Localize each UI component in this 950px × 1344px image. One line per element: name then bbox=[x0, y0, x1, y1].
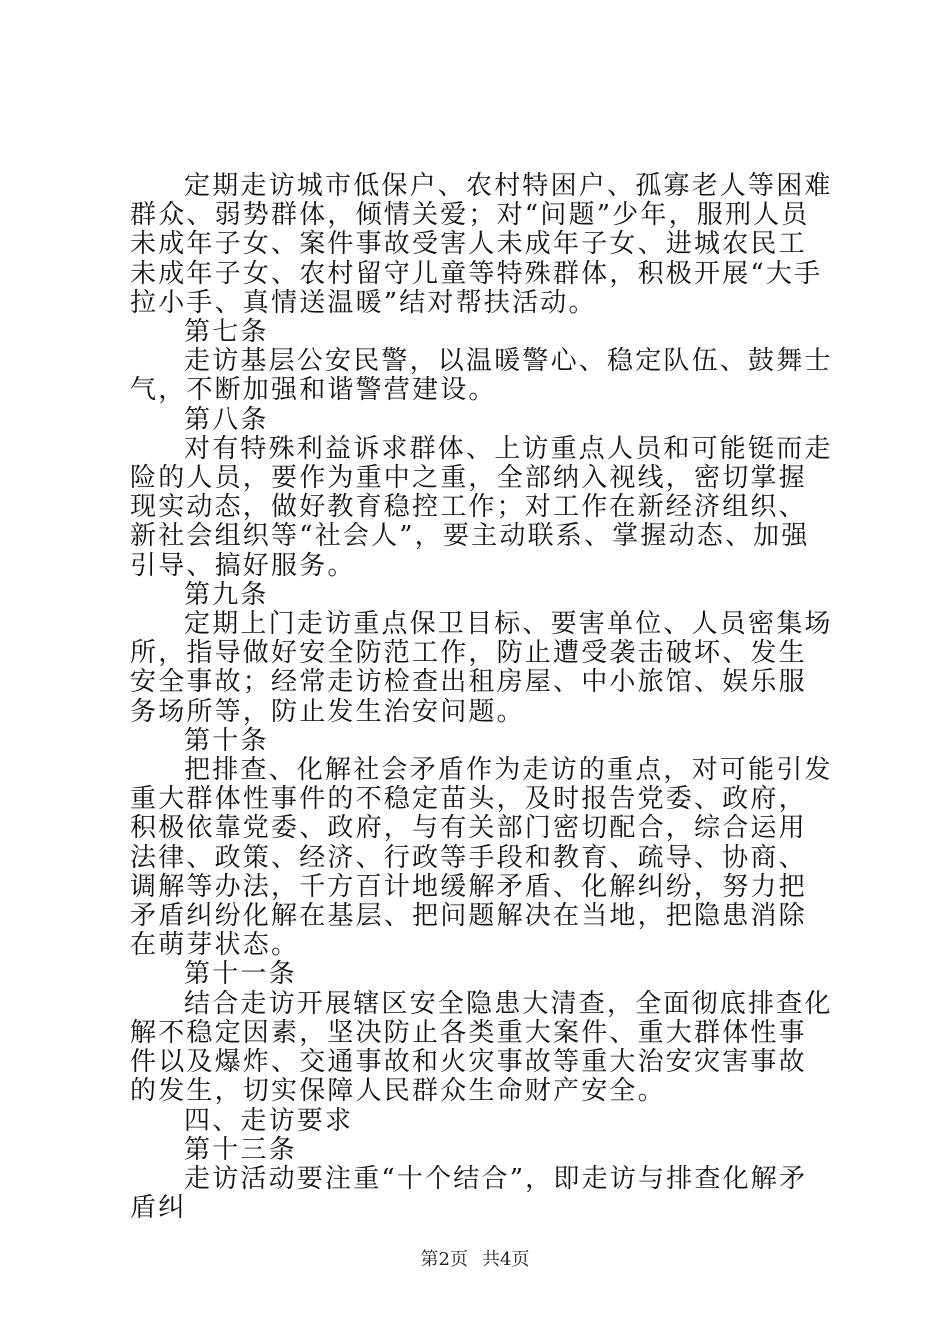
article-13-heading: 第十三条 bbox=[184, 1134, 297, 1165]
paragraph-1: 定期走访城市低保户、农村特困户、孤寡老人等困难群众、弱势群体，倾情关爱；对“问题”少年，服刑人员未成年子女、案件事故受害人未成年子女、进城农民工未成年子女、农村留守儿童等特殊群体，积极开展“大手拉小手、真情送温暖”结对帮扶活动。 bbox=[130, 171, 833, 318]
article-10-heading: 第十条 bbox=[184, 725, 269, 756]
article-8-heading: 第八条 bbox=[184, 404, 269, 435]
page-total: 共4页 bbox=[482, 1249, 530, 1270]
paragraph-article-8: 对有特殊利益诉求群体、上访重点人员和可能铤而走险的人员，要作为重中之重，全部纳入视线，密切掌握现实动态，做好教育稳控工作；对工作在新经济组织、新社会组织等“社会人”，要主动联系、掌握动态、加强引导、搞好服务。 bbox=[130, 433, 833, 581]
paragraph-article-13: 走访活动要注重“十个结合”，即走访与排查化解矛盾纠 bbox=[130, 1163, 808, 1224]
page-number: 第2页 bbox=[420, 1249, 468, 1270]
article-11-heading: 第十一条 bbox=[184, 959, 297, 990]
paragraph-article-9: 定期上门走访重点保卫目标、要害单位、人员密集场所，指导做好安全防范工作，防止遭受袭击破坏、发生安全事故；经常走访检查出租房屋、中小旅馆、娱乐服务场所等，防止发生治安问题。 bbox=[130, 609, 833, 727]
paragraph-article-7: 走访基层公安民警，以温暖警心、稳定队伍、鼓舞士气，不断加强和谐警营建设。 bbox=[130, 346, 833, 406]
article-7-heading: 第七条 bbox=[184, 317, 269, 348]
paragraph-article-11: 结合走访开展辖区安全隐患大清查，全面彻底排查化解不稳定因素，坚决防止各类重大案件、重大群体性事件以及爆炸、交通事故和火灾事故等重大治安灾害事故的发生，切实保障人民群众生命财产安全。 bbox=[130, 988, 833, 1107]
document-body bbox=[130, 172, 834, 1223]
page-footer bbox=[0, 1245, 950, 1271]
article-9-heading: 第九条 bbox=[184, 579, 269, 610]
paragraph-article-10: 把排查、化解社会矛盾作为走访的重点，对可能引发重大群体性事件的不稳定苗头，及时报告党委、政府，积极依靠党委、政府，与有关部门密切配合，综合运用法律、政策、经济、行政等手段和教育、疏导、协商、调解等办法，千方百计地缓解矛盾、化解纠纷，努力把矛盾纠纷化解在基层、把问题解决在当地，把隐患消除在萌芽状态。 bbox=[130, 755, 833, 961]
section-4-heading: 四、走访要求 bbox=[184, 1105, 354, 1136]
